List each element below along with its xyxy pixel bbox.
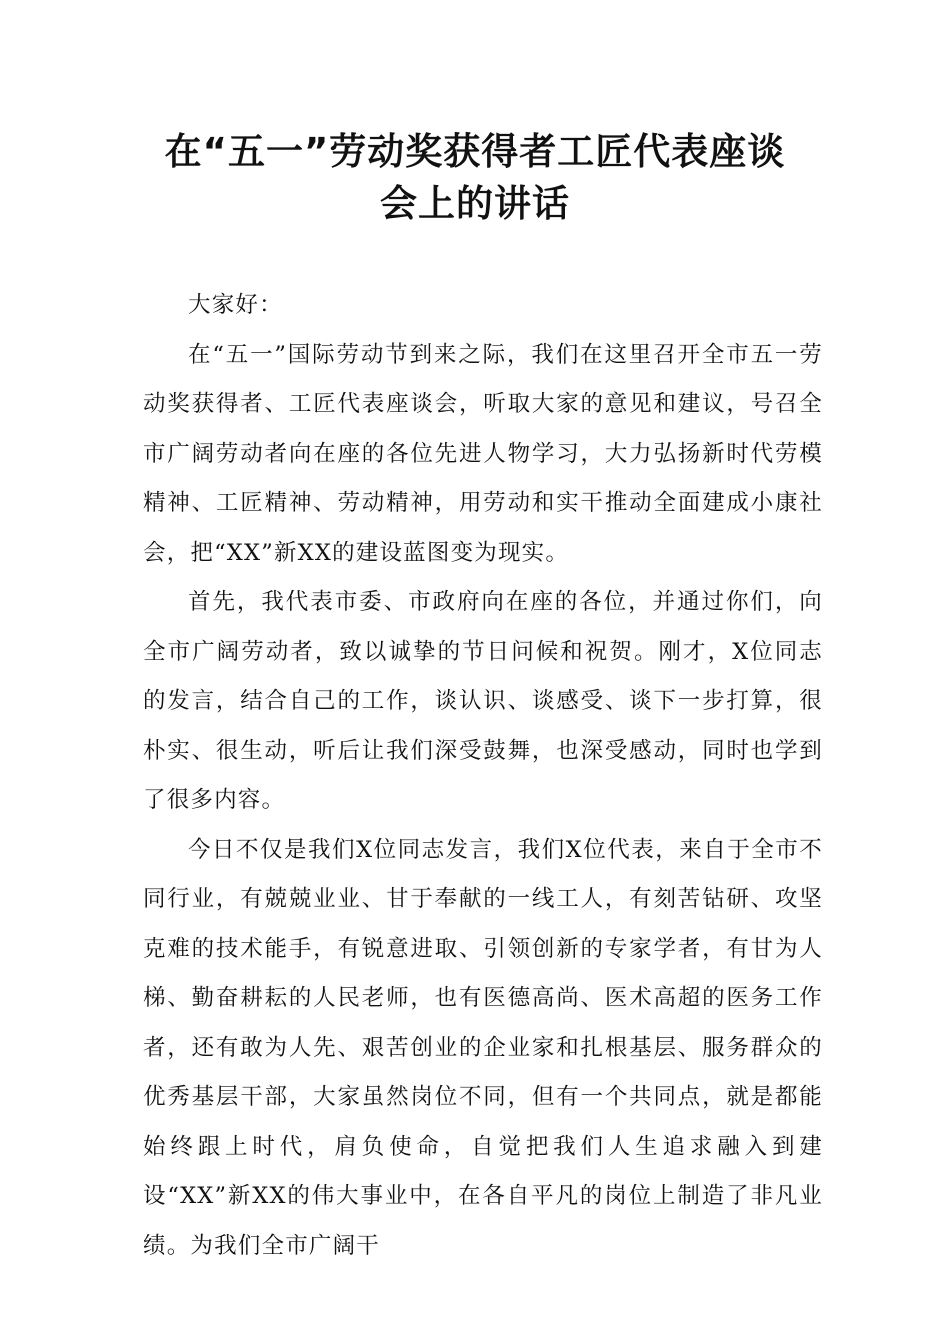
greeting-paragraph: 大家好： <box>188 292 283 318</box>
title-line-2: 会上的讲话 <box>380 182 570 225</box>
title-line-1: 在“五一”劳动奖获得者工匠代表座谈 <box>164 130 786 173</box>
body-paragraph: 在“五一”国际劳动节到来之际，我们在这里召开全市五一劳动奖获得者、工匠代表座谈会，听取大家的意见和建议，号召全市广阔劳动者向在座的各位先进人物学习，大力弘扬新时代劳模精神、工匠精神、劳动精神，用劳动和实干推动全面建成小康社会，把“XX”新XX的建设蓝图变为现实。 <box>143 341 823 566</box>
document-body <box>143 281 823 1271</box>
body-paragraph: 首先，我代表市委、市政府向在座的各位，并通过你们，向全市广阔劳动者，致以诚挚的节日问候和祝贺。刚才，X位同志的发言，结合自己的工作，谈认识、谈感受、谈下一步打算，很朴实、很生动，听后让我们深受鼓舞，也深受感动，同时也学到了很多内容。 <box>143 589 823 813</box>
document-title <box>120 126 830 230</box>
body-paragraph: 今日不仅是我们X位同志发言，我们X位代表，来自于全市不同行业，有兢兢业业、甘于奉献的一线工人，有刻苦钻研、攻坚克难的技术能手，有锐意进取、引领创新的专家学者，有甘为人梯、勤奋耕耘的人民老师，也有医德高尚、医术高超的医务工作者，还有敢为人先、艰苦创业的企业家和扎根基层、服务群众的优秀基层干部，大家虽然岗位不同，但有一个共同点，就是都能始终跟上时代，肩负使命，自觉把我们人生追求融入到建设“XX”新XX的伟大事业中，在各自平凡的岗位上制造了非凡业绩。为我们全市广阔干 <box>143 836 823 1259</box>
